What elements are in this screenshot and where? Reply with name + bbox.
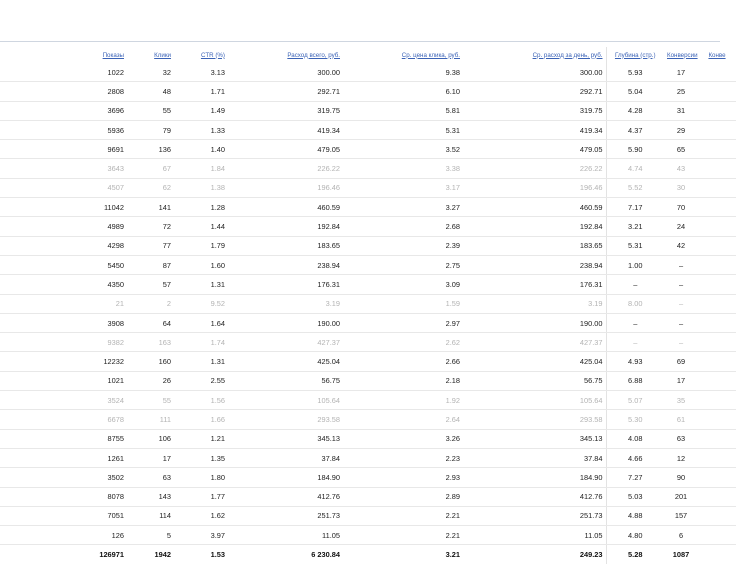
cell-impressions: 7051 — [0, 506, 127, 525]
cell-total-spend: 412.76 — [228, 487, 343, 506]
cell-depth: 5.30 — [606, 410, 664, 429]
cell-total-spend: 293.58 — [228, 410, 343, 429]
column-header-conversions[interactable]: Конверсии — [667, 51, 698, 59]
cell-impressions: 4298 — [0, 236, 127, 255]
total-clicks: 1942 — [154, 550, 171, 560]
cell-avg-daily-spend: 184.90 — [463, 468, 606, 487]
cell-conversions: 25 — [664, 82, 698, 101]
cell-impressions: 11042 — [0, 198, 127, 217]
cell-conversions: 31 — [664, 101, 698, 120]
table-row — [0, 82, 736, 101]
cell-impressions: 2808 — [0, 82, 127, 101]
cell-total-spend: 460.59 — [228, 198, 343, 217]
total-conversions: 1087 — [672, 550, 690, 560]
cell-clicks: 77 — [127, 236, 174, 255]
cell-impressions: 8755 — [0, 429, 127, 448]
cell-avg-daily-spend: 412.76 — [463, 487, 606, 506]
cell-clicks: 17 — [127, 448, 174, 467]
cell-total-spend: 479.05 — [228, 140, 343, 159]
cell-depth: 7.17 — [606, 198, 664, 217]
cell-ctr: 1.62 — [174, 506, 228, 525]
table-body — [0, 63, 736, 564]
cell-avg-click-price: 3.52 — [343, 140, 463, 159]
table-row — [0, 101, 736, 120]
cell-ctr: 1.49 — [174, 101, 228, 120]
cell-depth: 4.74 — [606, 159, 664, 178]
cell-ctr: 1.44 — [174, 217, 228, 236]
table-row — [0, 63, 736, 82]
cell-avg-click-price: 6.10 — [343, 82, 463, 101]
cell-depth: 4.80 — [606, 526, 664, 545]
cell-clicks: 106 — [127, 429, 174, 448]
total-avg-click-price: 3.21 — [445, 550, 460, 560]
cell-avg-click-price: 2.23 — [343, 448, 463, 467]
header-area — [0, 0, 720, 41]
cell-avg-click-price: 2.62 — [343, 333, 463, 352]
cell-conversions: 6 — [664, 526, 698, 545]
cell-total-spend: 251.73 — [228, 506, 343, 525]
cell-total-spend: 11.05 — [228, 526, 343, 545]
cell-conversions: – — [664, 275, 698, 294]
cell-depth: 5.04 — [606, 82, 664, 101]
cell-conversions: 17 — [664, 63, 698, 82]
cell-impressions: 9691 — [0, 140, 127, 159]
table-row — [0, 120, 736, 139]
cell-avg-daily-spend: 192.84 — [463, 217, 606, 236]
cell-conversions: 30 — [664, 178, 698, 197]
cell-conversion-rate — [698, 101, 736, 120]
cell-clicks: 111 — [127, 410, 174, 429]
cell-conversion-rate — [698, 120, 736, 139]
cell-avg-daily-spend: 105.64 — [463, 391, 606, 410]
table-row — [0, 506, 736, 525]
total-avg-daily-spend: 249.23 — [579, 550, 603, 560]
cell-total-spend: 190.00 — [228, 313, 343, 332]
cell-clicks: 72 — [127, 217, 174, 236]
cell-clicks: 55 — [127, 101, 174, 120]
cell-impressions: 21 — [0, 294, 127, 313]
column-header-avg-daily-spend[interactable]: Ср. расход за день, руб. — [532, 51, 603, 59]
cell-conversion-rate — [698, 178, 736, 197]
cell-avg-click-price: 3.09 — [343, 275, 463, 294]
cell-clicks: 32 — [127, 63, 174, 82]
cell-ctr: 1.56 — [174, 391, 228, 410]
cell-total-spend: 56.75 — [228, 371, 343, 390]
table-row — [0, 526, 736, 545]
cell-conversions: 70 — [664, 198, 698, 217]
cell-avg-click-price: 1.92 — [343, 391, 463, 410]
table-row — [0, 294, 736, 313]
cell-clicks: 143 — [127, 487, 174, 506]
cell-avg-daily-spend: 176.31 — [463, 275, 606, 294]
cell-clicks: 136 — [127, 140, 174, 159]
cell-depth: – — [606, 333, 664, 352]
cell-depth: 4.66 — [606, 448, 664, 467]
cell-conversions: 17 — [664, 371, 698, 390]
cell-depth: 6.88 — [606, 371, 664, 390]
table-row — [0, 236, 736, 255]
total-impressions: 126971 — [99, 550, 124, 560]
cell-avg-click-price: 2.75 — [343, 255, 463, 274]
cell-ctr: 1.84 — [174, 159, 228, 178]
cell-conversion-rate — [698, 371, 736, 390]
cell-ctr: 1.38 — [174, 178, 228, 197]
cell-avg-daily-spend: 226.22 — [463, 159, 606, 178]
cell-avg-daily-spend: 238.94 — [463, 255, 606, 274]
cell-impressions: 5936 — [0, 120, 127, 139]
cell-impressions: 6678 — [0, 410, 127, 429]
column-header-conversion-rate[interactable]: Конве — [708, 51, 726, 59]
cell-avg-daily-spend: 419.34 — [463, 120, 606, 139]
cell-conversion-rate — [698, 313, 736, 332]
header-divider — [0, 41, 720, 42]
cell-clicks: 63 — [127, 468, 174, 487]
column-header-avg-click-price[interactable]: Ср. цена клика, руб. — [401, 51, 460, 59]
cell-avg-daily-spend: 183.65 — [463, 236, 606, 255]
cell-ctr: 1.60 — [174, 255, 228, 274]
cell-depth: 1.00 — [606, 255, 664, 274]
cell-impressions: 12232 — [0, 352, 127, 371]
cell-avg-daily-spend: 56.75 — [463, 371, 606, 390]
cell-conversion-rate — [698, 159, 736, 178]
cell-depth: 4.08 — [606, 429, 664, 448]
cell-clicks: 55 — [127, 391, 174, 410]
cell-total-spend: 3.19 — [228, 294, 343, 313]
cell-depth: – — [606, 313, 664, 332]
cell-ctr: 1.77 — [174, 487, 228, 506]
cell-ctr: 1.40 — [174, 140, 228, 159]
column-header-ctr[interactable]: CTR (%) — [200, 51, 225, 59]
cell-clicks: 79 — [127, 120, 174, 139]
cell-avg-click-price: 5.81 — [343, 101, 463, 120]
total-ctr: 1.53 — [210, 550, 225, 560]
cell-avg-click-price: 3.27 — [343, 198, 463, 217]
cell-clicks: 163 — [127, 333, 174, 352]
cell-conversion-rate — [698, 468, 736, 487]
cell-total-spend: 226.22 — [228, 159, 343, 178]
cell-avg-click-price: 2.21 — [343, 506, 463, 525]
cell-avg-daily-spend: 479.05 — [463, 140, 606, 159]
cell-conversions: 61 — [664, 410, 698, 429]
cell-total-spend: 196.46 — [228, 178, 343, 197]
cell-depth: 3.21 — [606, 217, 664, 236]
cell-total-spend: 319.75 — [228, 101, 343, 120]
cell-clicks: 48 — [127, 82, 174, 101]
cell-avg-click-price: 2.18 — [343, 371, 463, 390]
cell-total-spend: 183.65 — [228, 236, 343, 255]
column-header-depth[interactable]: Глубина (стр.) — [606, 47, 664, 63]
table-row — [0, 178, 736, 197]
table-row — [0, 140, 736, 159]
cell-ctr: 3.13 — [174, 63, 228, 82]
cell-impressions: 8078 — [0, 487, 127, 506]
table-row — [0, 255, 736, 274]
cell-conversion-rate — [698, 217, 736, 236]
cell-depth: 5.03 — [606, 487, 664, 506]
cell-conversions: – — [664, 294, 698, 313]
table-row — [0, 217, 736, 236]
cell-avg-daily-spend: 190.00 — [463, 313, 606, 332]
cell-conversion-rate — [698, 352, 736, 371]
cell-avg-click-price: 1.59 — [343, 294, 463, 313]
cell-ctr: 1.31 — [174, 275, 228, 294]
cell-conversion-rate — [698, 275, 736, 294]
table-header-row — [0, 47, 736, 63]
cell-conversion-rate — [698, 410, 736, 429]
cell-avg-click-price: 2.68 — [343, 217, 463, 236]
cell-avg-click-price: 3.17 — [343, 178, 463, 197]
cell-impressions: 3908 — [0, 313, 127, 332]
cell-depth: 4.93 — [606, 352, 664, 371]
cell-depth: 5.90 — [606, 140, 664, 159]
cell-total-spend: 37.84 — [228, 448, 343, 467]
cell-conversion-rate — [698, 391, 736, 410]
cell-conversion-rate — [698, 448, 736, 467]
cell-ctr: 1.28 — [174, 198, 228, 217]
cell-clicks: 141 — [127, 198, 174, 217]
table-row — [0, 275, 736, 294]
cell-depth: 8.00 — [606, 294, 664, 313]
cell-depth: 5.93 — [606, 63, 664, 82]
cell-avg-click-price: 2.89 — [343, 487, 463, 506]
cell-ctr: 1.64 — [174, 313, 228, 332]
cell-depth: 5.31 — [606, 236, 664, 255]
cell-impressions: 1261 — [0, 448, 127, 467]
cell-clicks: 87 — [127, 255, 174, 274]
cell-ctr: 1.71 — [174, 82, 228, 101]
cell-conversion-rate — [698, 526, 736, 545]
cell-impressions: 1021 — [0, 371, 127, 390]
cell-ctr: 9.52 — [174, 294, 228, 313]
cell-total-spend: 192.84 — [228, 217, 343, 236]
cell-clicks: 2 — [127, 294, 174, 313]
cell-conversions: – — [664, 313, 698, 332]
cell-clicks: 64 — [127, 313, 174, 332]
cell-total-spend: 425.04 — [228, 352, 343, 371]
cell-avg-daily-spend: 293.58 — [463, 410, 606, 429]
cell-conversions: 157 — [664, 506, 698, 525]
table-row — [0, 333, 736, 352]
cell-avg-click-price: 2.64 — [343, 410, 463, 429]
cell-avg-daily-spend: 251.73 — [463, 506, 606, 525]
cell-ctr: 1.74 — [174, 333, 228, 352]
cell-depth: – — [606, 275, 664, 294]
cell-avg-daily-spend: 425.04 — [463, 352, 606, 371]
cell-avg-click-price: 2.93 — [343, 468, 463, 487]
cell-avg-daily-spend: 3.19 — [463, 294, 606, 313]
total-conversion-rate — [698, 545, 736, 564]
cell-conversions: 90 — [664, 468, 698, 487]
cell-conversion-rate — [698, 236, 736, 255]
cell-impressions: 4507 — [0, 178, 127, 197]
cell-ctr: 1.35 — [174, 448, 228, 467]
cell-total-spend: 238.94 — [228, 255, 343, 274]
column-header-impressions[interactable]: Показы — [102, 51, 124, 59]
table-row — [0, 313, 736, 332]
cell-clicks: 26 — [127, 371, 174, 390]
cell-impressions: 3502 — [0, 468, 127, 487]
cell-depth: 4.28 — [606, 101, 664, 120]
cell-ctr: 1.31 — [174, 352, 228, 371]
table-row — [0, 487, 736, 506]
cell-avg-daily-spend: 37.84 — [463, 448, 606, 467]
cell-avg-daily-spend: 300.00 — [463, 63, 606, 82]
cell-conversions: 42 — [664, 236, 698, 255]
cell-ctr: 3.97 — [174, 526, 228, 545]
cell-impressions: 1022 — [0, 63, 127, 82]
statistics-table — [0, 47, 736, 564]
cell-conversion-rate — [698, 198, 736, 217]
cell-depth: 5.07 — [606, 391, 664, 410]
cell-ctr: 2.55 — [174, 371, 228, 390]
cell-clicks: 160 — [127, 352, 174, 371]
cell-clicks: 5 — [127, 526, 174, 545]
table-row — [0, 198, 736, 217]
cell-avg-click-price: 2.66 — [343, 352, 463, 371]
cell-conversions: 63 — [664, 429, 698, 448]
cell-avg-click-price: 3.38 — [343, 159, 463, 178]
cell-conversions: 201 — [664, 487, 698, 506]
cell-conversions: – — [664, 333, 698, 352]
column-header-clicks[interactable]: Клики — [154, 51, 171, 59]
cell-conversion-rate — [698, 333, 736, 352]
cell-total-spend: 292.71 — [228, 82, 343, 101]
cell-total-spend: 427.37 — [228, 333, 343, 352]
table-row — [0, 352, 736, 371]
cell-total-spend: 300.00 — [228, 63, 343, 82]
table-row — [0, 159, 736, 178]
cell-ctr: 1.80 — [174, 468, 228, 487]
cell-conversions: – — [664, 255, 698, 274]
cell-avg-click-price: 2.97 — [343, 313, 463, 332]
cell-avg-daily-spend: 11.05 — [463, 526, 606, 545]
cell-conversion-rate — [698, 63, 736, 82]
cell-impressions: 3524 — [0, 391, 127, 410]
cell-avg-click-price: 3.26 — [343, 429, 463, 448]
cell-clicks: 67 — [127, 159, 174, 178]
cell-total-spend: 345.13 — [228, 429, 343, 448]
cell-avg-click-price: 2.21 — [343, 526, 463, 545]
table-row — [0, 410, 736, 429]
cell-conversions: 43 — [664, 159, 698, 178]
cell-avg-click-price: 2.39 — [343, 236, 463, 255]
cell-avg-daily-spend: 292.71 — [463, 82, 606, 101]
cell-conversion-rate — [698, 294, 736, 313]
cell-clicks: 62 — [127, 178, 174, 197]
table-row — [0, 429, 736, 448]
cell-depth: 5.52 — [606, 178, 664, 197]
cell-avg-daily-spend: 345.13 — [463, 429, 606, 448]
cell-conversions: 29 — [664, 120, 698, 139]
cell-avg-daily-spend: 196.46 — [463, 178, 606, 197]
cell-impressions: 5450 — [0, 255, 127, 274]
cell-conversion-rate — [698, 140, 736, 159]
cell-impressions: 9382 — [0, 333, 127, 352]
cell-total-spend: 419.34 — [228, 120, 343, 139]
cell-ctr: 1.79 — [174, 236, 228, 255]
cell-conversions: 24 — [664, 217, 698, 236]
cell-depth: 4.88 — [606, 506, 664, 525]
totals-row — [0, 545, 736, 564]
cell-conversions: 12 — [664, 448, 698, 467]
cell-impressions: 4350 — [0, 275, 127, 294]
cell-conversions: 69 — [664, 352, 698, 371]
cell-conversion-rate — [698, 506, 736, 525]
cell-clicks: 114 — [127, 506, 174, 525]
table-row — [0, 448, 736, 467]
table-row — [0, 371, 736, 390]
cell-impressions: 126 — [0, 526, 127, 545]
cell-conversion-rate — [698, 82, 736, 101]
cell-conversion-rate — [698, 487, 736, 506]
cell-avg-daily-spend: 319.75 — [463, 101, 606, 120]
cell-conversion-rate — [698, 429, 736, 448]
column-header-total-spend[interactable]: Расход всего, руб. — [287, 51, 340, 59]
table-row — [0, 468, 736, 487]
cell-conversions: 35 — [664, 391, 698, 410]
cell-impressions: 3696 — [0, 101, 127, 120]
cell-impressions: 4989 — [0, 217, 127, 236]
table-row — [0, 391, 736, 410]
cell-total-spend: 105.64 — [228, 391, 343, 410]
cell-conversions: 65 — [664, 140, 698, 159]
total-total-spend: 6 230.84 — [311, 550, 340, 560]
cell-clicks: 57 — [127, 275, 174, 294]
cell-avg-daily-spend: 427.37 — [463, 333, 606, 352]
cell-conversion-rate — [698, 255, 736, 274]
cell-ctr: 1.66 — [174, 410, 228, 429]
cell-ctr: 1.33 — [174, 120, 228, 139]
cell-ctr: 1.21 — [174, 429, 228, 448]
cell-avg-click-price: 5.31 — [343, 120, 463, 139]
cell-avg-click-price: 9.38 — [343, 63, 463, 82]
cell-total-spend: 184.90 — [228, 468, 343, 487]
total-depth: 5.28 — [606, 545, 664, 564]
cell-avg-daily-spend: 460.59 — [463, 198, 606, 217]
cell-impressions: 3643 — [0, 159, 127, 178]
cell-total-spend: 176.31 — [228, 275, 343, 294]
cell-depth: 7.27 — [606, 468, 664, 487]
cell-depth: 4.37 — [606, 120, 664, 139]
